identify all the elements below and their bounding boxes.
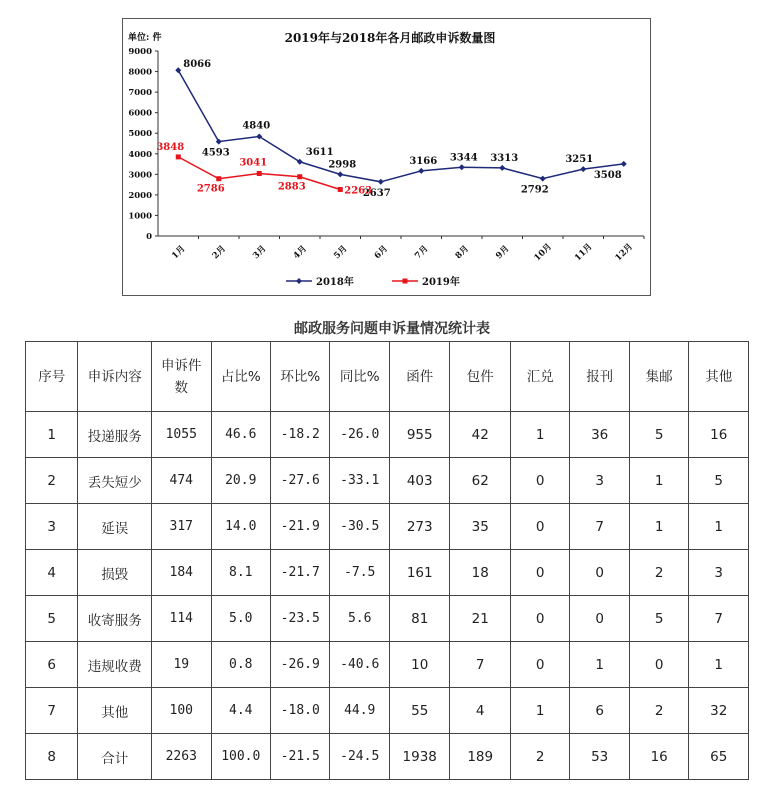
y-unit-label: 单位: 件 [128,33,162,43]
table-cell: 5.6 [330,596,389,642]
x-tick-label: 3月 [251,243,269,262]
chart-title: 2019年与2018年各月邮政申诉数量图 [284,31,496,45]
table-cell: 4 [450,688,511,734]
table-cell: 161 [389,550,450,596]
table-cell: 62 [450,458,511,504]
table-cell: -40.6 [330,642,389,688]
table-cell: -26.0 [330,412,389,458]
col-header [152,342,211,412]
data-label: 3041 [239,157,268,169]
table-row [26,734,749,780]
table-cell: 114 [152,596,211,642]
table-cell: 35 [450,504,511,550]
table-cell: 0 [510,504,569,550]
data-label: 3508 [593,169,622,181]
legend-marker [403,279,408,284]
table-cell: 3 [570,458,629,504]
y-tick-label: 9000 [128,47,152,57]
table-row [26,688,749,734]
table-cell: 6 [26,642,78,688]
data-label: 3848 [156,141,185,153]
x-tick-label: 6月 [372,243,390,262]
table-cell: 8.1 [211,550,270,596]
col-header: 同比% [330,342,389,412]
table-cell: 6 [570,688,629,734]
table-cell: 0.8 [211,642,270,688]
y-tick-label: 7000 [128,88,152,99]
table-cell: 0 [570,596,629,642]
table-cell: 44.9 [330,688,389,734]
table-cell: 18 [450,550,511,596]
col-header-text: 申诉件数 [161,357,202,396]
table-title: 邮政服务问题申诉量情况统计表 [294,321,490,337]
data-point [176,154,181,159]
table-cell: 0 [570,550,629,596]
x-tick-label: 9月 [494,243,512,262]
table-cell: 21 [450,596,511,642]
col-header: 报刊 [570,342,629,412]
col-header: 集邮 [629,342,688,412]
table-cell: 0 [510,458,569,504]
table-cell: 1 [689,504,749,550]
table-cell: 1 [689,642,749,688]
x-tick-label: 4月 [291,243,309,262]
table-cell: 5 [629,596,688,642]
data-label: 2998 [328,159,357,171]
table-cell: -7.5 [330,550,389,596]
table-cell: 1 [510,412,569,458]
table-cell: 184 [152,550,211,596]
table-cell: 1 [26,412,78,458]
table-row [26,642,749,688]
table-cell: 5.0 [211,596,270,642]
table-cell: 46.6 [211,412,270,458]
table-cell: 3 [689,550,749,596]
table-cell: 1 [570,642,629,688]
data-label: 2263 [344,185,373,197]
data-label: 2792 [520,184,549,196]
table-row [26,504,749,550]
table-cell: 收寄服务 [78,596,152,642]
table-cell: 延误 [78,504,152,550]
y-tick-label: 6000 [128,108,152,119]
y-tick-label: 5000 [128,129,152,140]
table-body [26,412,749,780]
table-cell: 100.0 [211,734,270,780]
table-cell: -26.9 [271,642,330,688]
y-tick-label: 0 [146,232,152,242]
table-cell: -21.5 [271,734,330,780]
table-cell: 81 [389,596,450,642]
table-cell: 16 [629,734,688,780]
data-point [216,176,221,181]
table-cell: 14.0 [211,504,270,550]
table-cell: 7 [570,504,629,550]
table-cell: 3 [26,504,78,550]
y-tick-label: 8000 [128,67,152,78]
table-cell: 2 [629,550,688,596]
table-cell: 19 [152,642,211,688]
data-label: 8066 [183,59,212,71]
data-point [257,171,262,176]
table-cell: -24.5 [330,734,389,780]
data-label: 2637 [362,187,391,199]
table-cell: 955 [389,412,450,458]
table-cell: -30.5 [330,504,389,550]
table-cell: 2 [26,458,78,504]
table-cell: 1938 [389,734,450,780]
table-cell: 189 [450,734,511,780]
table-cell: 1 [510,688,569,734]
table-cell: 0 [510,550,569,596]
data-point [338,187,343,192]
table-cell: 2263 [152,734,211,780]
table-row [26,412,749,458]
table-cell: 4.4 [211,688,270,734]
table-cell: 1055 [152,412,211,458]
table-cell: 8 [26,734,78,780]
table-cell: 合计 [78,734,152,780]
table-cell: 1 [629,504,688,550]
x-tick-label: 10月 [532,241,555,264]
chart-canvas [122,18,651,296]
y-tick-label: 4000 [128,149,152,160]
table-cell: 2 [510,734,569,780]
data-label: 2883 [277,181,306,193]
table-cell: -27.6 [271,458,330,504]
table-cell: 16 [689,412,749,458]
col-header: 函件 [389,342,450,412]
data-label: 2786 [196,183,225,195]
data-label: 4593 [201,147,230,159]
table-cell: 2 [629,688,688,734]
table-cell: 36 [570,412,629,458]
table-cell: 丢失短少 [78,458,152,504]
table-cell: 7 [689,596,749,642]
table-cell: 0 [629,642,688,688]
table-cell: 4 [26,550,78,596]
table-cell: 100 [152,688,211,734]
col-header: 序号 [26,342,78,412]
legend-label: 2018年 [316,277,354,288]
x-tick-label: 8月 [453,243,471,262]
complaints-stats-table [25,341,749,780]
x-tick-label: 2月 [210,243,228,262]
x-tick-label: 7月 [413,243,431,262]
table-cell: 20.9 [211,458,270,504]
table-cell: -23.5 [271,596,330,642]
table-row [26,596,749,642]
data-label: 3166 [409,155,438,167]
table-cell: 7 [450,642,511,688]
y-tick-label: 1000 [128,211,152,222]
table-cell: 474 [152,458,211,504]
data-label: 4840 [242,120,271,132]
table-cell: -21.9 [271,504,330,550]
col-header: 包件 [450,342,511,412]
table-cell: 273 [389,504,450,550]
table-cell: 违规收费 [78,642,152,688]
col-header: 汇兑 [510,342,569,412]
table-cell: -33.1 [330,458,389,504]
table-cell: 65 [689,734,749,780]
data-label: 3313 [490,152,519,164]
table-cell: 32 [689,688,749,734]
col-header: 其他 [689,342,749,412]
table-cell: 5 [689,458,749,504]
table-cell: 42 [450,412,511,458]
complaints-line-chart [122,18,651,296]
x-tick-label: 11月 [573,241,595,264]
data-point [297,174,302,179]
table-row [26,458,749,504]
legend-label: 2019年 [422,277,460,288]
data-label: 3344 [449,152,478,164]
data-label: 3251 [565,154,594,166]
table-cell: -18.2 [271,412,330,458]
x-tick-label: 5月 [332,243,350,262]
table-cell: 1 [629,458,688,504]
data-label: 3611 [305,146,334,158]
table-cell: -21.7 [271,550,330,596]
y-tick-label: 2000 [128,190,152,201]
table-cell: 0 [510,642,569,688]
table-cell: 55 [389,688,450,734]
x-tick-label: 12月 [613,241,636,264]
table-cell: 其他 [78,688,152,734]
y-tick-label: 3000 [128,170,152,181]
table-cell: 317 [152,504,211,550]
col-header: 占比% [211,342,270,412]
table-cell: 损毁 [78,550,152,596]
table-cell: -18.0 [271,688,330,734]
table-cell: 0 [510,596,569,642]
table-cell: 53 [570,734,629,780]
table-cell: 7 [26,688,78,734]
table-cell: 投递服务 [78,412,152,458]
table-cell: 10 [389,642,450,688]
col-header: 申诉内容 [78,342,152,412]
table-cell: 403 [389,458,450,504]
table-cell: 5 [26,596,78,642]
x-tick-label: 1月 [170,243,188,262]
table-cell: 5 [629,412,688,458]
table-header-row [26,342,749,412]
col-header: 环比% [271,342,330,412]
table-row [26,550,749,596]
